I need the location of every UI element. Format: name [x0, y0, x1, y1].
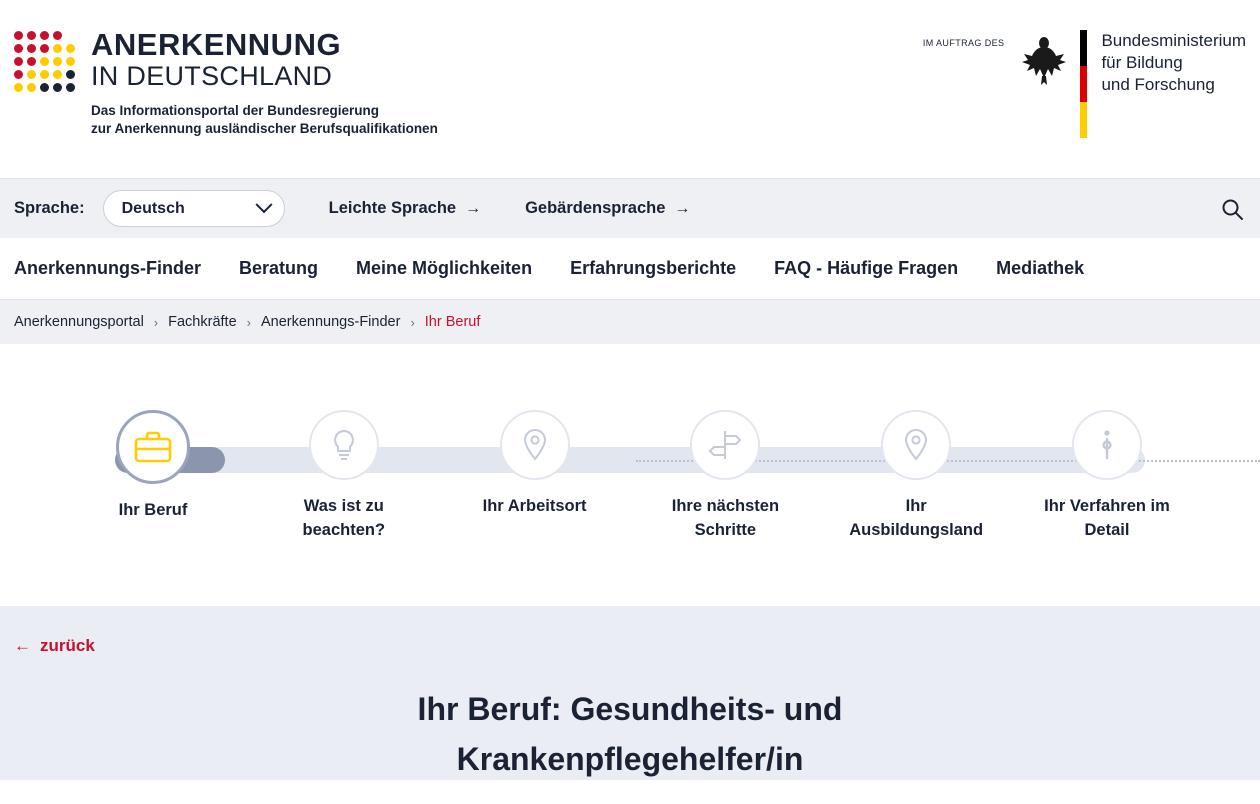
site-header [0, 0, 1260, 178]
breadcrumb-item-2[interactable]: Anerkennungs-Finder [260, 314, 401, 330]
logo-dot-grid-icon [14, 31, 77, 94]
info-icon [1072, 410, 1142, 480]
ministry-name-line1: Bundesministerium [1101, 31, 1246, 50]
ministry-name-line3: und Forschung [1101, 75, 1215, 94]
chevron-down-icon [255, 196, 272, 213]
federal-eagle-icon [1018, 30, 1070, 88]
language-bar [0, 178, 1260, 238]
logo-subtitle-line2: zur Anerkennung ausländischer Berufsqualifikationen [91, 121, 438, 136]
location-pin-icon [500, 410, 570, 480]
search-icon[interactable] [1214, 191, 1250, 227]
language-label: Sprache: [14, 199, 85, 217]
arrow-left-icon: ← [14, 636, 31, 655]
stepper-label-2: Ihr Arbeitsort [482, 497, 587, 515]
sign-language-label: Gebärdensprache [525, 199, 666, 217]
back-link-label: zurück [40, 636, 95, 655]
stepper-step-was-ist-zu-beachten[interactable] [269, 410, 419, 542]
stepper-step-ihr-arbeitsort[interactable] [460, 410, 610, 542]
location-pin-icon [881, 410, 951, 480]
sign-language-link[interactable] [525, 199, 690, 218]
page-title: Ihr Beruf: Gesundheits- und Krankenpflegehelfer/in [417, 691, 843, 777]
logo-title-line1: ANERKENNUNG [91, 27, 342, 62]
nav-item-mediathek[interactable]: Mediathek [996, 258, 1085, 278]
content-area [0, 606, 1260, 780]
logo-subtitle-line1: Das Informationsportal der Bundesregierung [91, 103, 380, 118]
lightbulb-icon [309, 410, 379, 480]
breadcrumb [0, 300, 1260, 344]
easy-language-label: Leichte Sprache [328, 199, 457, 217]
breadcrumb-item-1[interactable]: Fachkräfte [168, 314, 237, 330]
nav-item-beratung[interactable]: Beratung [239, 258, 319, 278]
back-link[interactable] [14, 636, 95, 656]
language-select-value: Deutsch [121, 199, 185, 217]
breadcrumb-separator-icon: › [153, 314, 159, 330]
stepper-step-ihr-ausbildungsland[interactable] [841, 410, 991, 542]
stepper-label-3: Ihre nächsten Schritte [671, 497, 780, 539]
briefcase-icon [116, 410, 190, 484]
breadcrumb-item-0[interactable]: Anerkennungsportal [14, 314, 144, 330]
ministry-logo[interactable] [923, 30, 1246, 138]
breadcrumb-item-current: Ihr Beruf [424, 314, 481, 330]
progress-stepper [0, 344, 1260, 606]
stepper-label-4: Ihr Ausbildungsland [849, 497, 984, 539]
stepper-step-ihr-verfahren-im-detail[interactable] [1032, 410, 1182, 542]
site-logo[interactable] [14, 0, 438, 138]
german-flag-bar-icon [1080, 30, 1087, 138]
breadcrumb-separator-icon: › [246, 314, 251, 330]
main-navigation [0, 238, 1260, 300]
stepper-label-0: Ihr Beruf [118, 501, 188, 519]
logo-title-line2: IN DEUTSCHLAND [91, 61, 333, 91]
arrow-right-icon: → [465, 199, 482, 217]
arrow-right-icon: → [674, 199, 691, 217]
stepper-step-ihre-naechsten-schritte[interactable] [650, 410, 800, 542]
easy-language-link[interactable] [329, 199, 481, 218]
ministry-eyebrow: IM AUFTRAG DES [922, 38, 1005, 48]
stepper-label-1: Was ist zu beachten? [302, 497, 386, 539]
nav-item-meine-moeglichkeiten[interactable]: Meine Möglichkeiten [356, 258, 533, 278]
breadcrumb-separator-icon: › [410, 314, 415, 330]
nav-item-erfahrungsberichte[interactable]: Erfahrungsberichte [570, 258, 737, 278]
stepper-step-ihr-beruf[interactable] [78, 410, 228, 542]
stepper-label-5: Ihr Verfahren im Detail [1044, 497, 1170, 539]
language-select[interactable] [103, 190, 285, 227]
nav-item-anerkennungs-finder[interactable]: Anerkennungs-Finder [14, 258, 202, 278]
nav-item-faq[interactable]: FAQ - Häufige Fragen [774, 258, 959, 278]
signpost-icon [690, 410, 760, 480]
ministry-name-line2: für Bildung [1101, 53, 1183, 72]
